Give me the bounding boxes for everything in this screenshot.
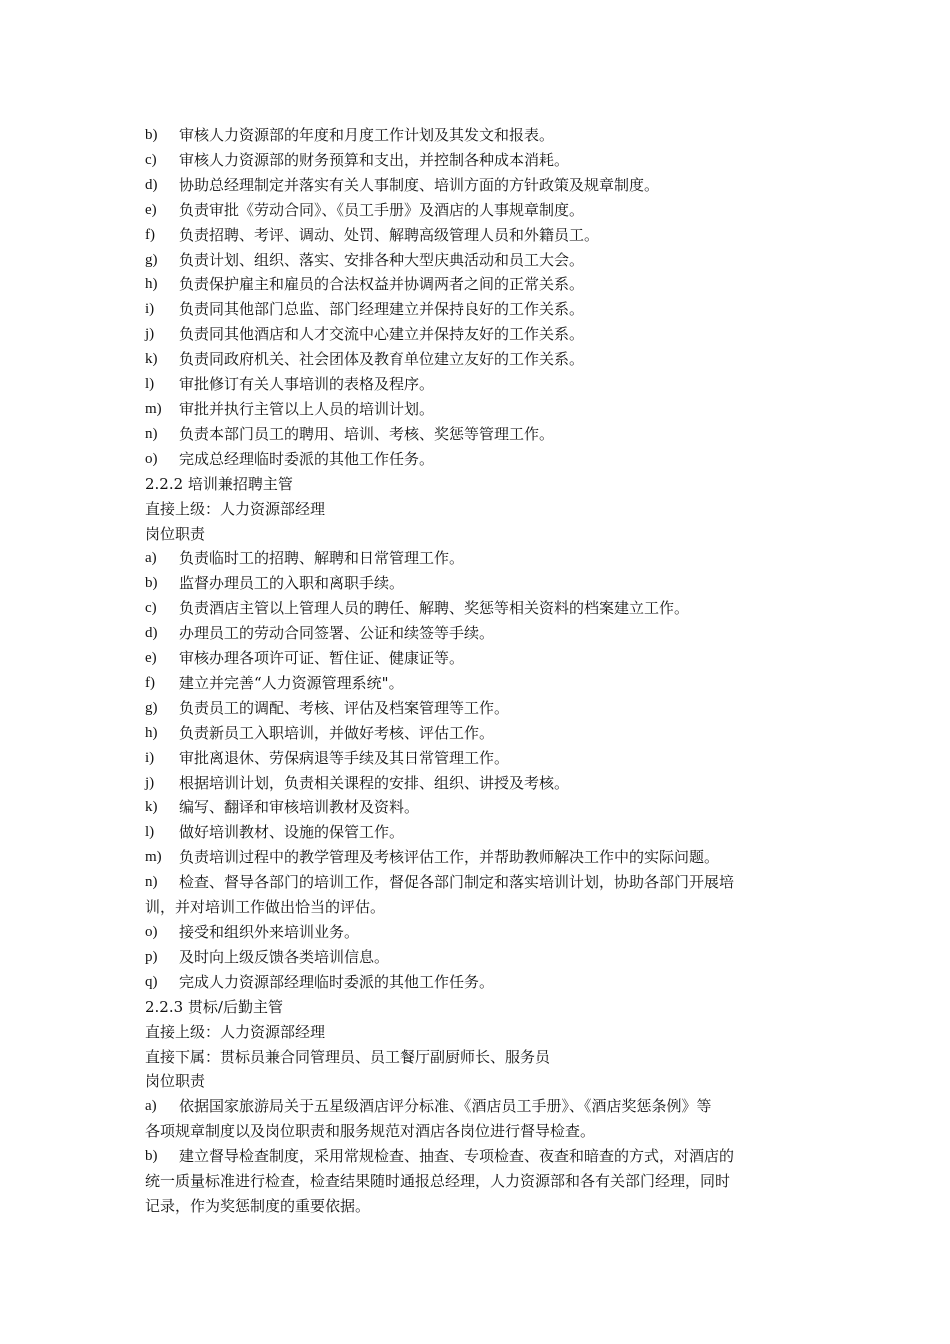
item-text: 负责临时工的招聘、解聘和日常管理工作。 — [179, 549, 465, 568]
item-label: g) — [145, 251, 158, 268]
item-text: 负责本部门员工的聘用、培训、考核、奖惩等管理工作。 — [179, 424, 555, 443]
list-item — [145, 696, 810, 721]
item-label: d) — [145, 176, 158, 193]
item-label: p) — [145, 948, 158, 965]
item-label: h) — [145, 724, 158, 741]
item-text: 负责培训过程中的教学管理及考核评估工作，并帮助教师解决工作中的实际问题。 — [179, 848, 720, 867]
list-item — [145, 671, 810, 696]
item-text: 检查、督导各部门的培训工作，督促各部门制定和落实培训计划，协助各部门开展培 — [179, 873, 735, 892]
list-item — [145, 546, 810, 571]
item-text: 审批修订有关人事培训的表格及程序。 — [179, 375, 435, 394]
item-text: 负责新员工入职培训，并做好考核、评估工作。 — [179, 723, 495, 742]
item-continuation: 各项规章制度以及岗位职责和服务规范对酒店各岗位进行督导检查。 — [145, 1122, 596, 1141]
item-label: e) — [145, 650, 157, 667]
list-item — [145, 945, 810, 970]
item-text: 审批并执行主管以上人员的培训计划。 — [179, 399, 435, 418]
item-label: c) — [145, 151, 157, 168]
list-item — [145, 422, 810, 447]
item-label: n) — [145, 874, 158, 891]
logistics-supervisor-duties-list — [145, 1094, 810, 1219]
training-supervisor-duties-list — [145, 546, 810, 994]
list-item — [145, 397, 810, 422]
item-label: b) — [145, 127, 158, 143]
item-continuation: 训，并对培训工作做出恰当的评估。 — [145, 898, 386, 917]
list-item — [145, 920, 810, 945]
hr-manager-duties-list — [145, 123, 810, 472]
item-text: 审核办理各项许可证、暂住证、健康证等。 — [179, 649, 465, 668]
item-label: i) — [145, 749, 155, 766]
item-text: 及时向上级反馈各类培训信息。 — [179, 947, 390, 966]
list-item — [145, 372, 810, 397]
item-text: 完成总经理临时委派的其他工作任务。 — [179, 449, 435, 468]
item-label: m) — [145, 400, 162, 417]
list-item — [145, 173, 810, 198]
item-text: 负责保护雇主和雇员的合法权益并协调两者之间的正常关系。 — [179, 275, 585, 294]
item-text: 负责员工的调配、考核、评估及档案管理等工作。 — [179, 698, 510, 717]
list-item — [145, 1094, 810, 1119]
item-text: 监督办理员工的入职和离职手续。 — [179, 574, 405, 593]
item-label: n) — [145, 425, 158, 442]
item-text: 负责酒店主管以上管理人员的聘任、解聘、奖惩等相关资料的档案建立工作。 — [179, 599, 690, 618]
item-label: f) — [145, 674, 155, 691]
item-text: 完成人力资源部经理临时委派的其他工作任务。 — [179, 972, 495, 991]
item-label: d) — [145, 625, 158, 642]
item-label: c) — [145, 600, 157, 617]
list-item — [145, 795, 810, 820]
item-text: 负责计划、组织、落实、安排各种大型庆典活动和员工大会。 — [179, 250, 585, 269]
item-label: b) — [145, 1148, 158, 1165]
list-item — [145, 845, 810, 870]
item-label: i) — [145, 301, 155, 318]
list-item — [145, 347, 810, 372]
item-text: 接受和组织外来培训业务。 — [179, 923, 360, 941]
list-item — [145, 870, 810, 895]
direct-subordinates: 直接下属：贯标员兼合同管理员、员工餐厅副厨师长、服务员 — [145, 1047, 551, 1066]
item-label: q) — [145, 973, 158, 990]
item-text: 办理员工的劳动合同签署、公证和续签等手续。 — [179, 624, 495, 643]
duties-title: 岗位职责 — [145, 524, 206, 543]
document-page — [145, 123, 810, 1219]
item-text: 建立督导检查制度，采用常规检查、抽查、专项检查、夜查和暗查的方式，对酒店的 — [179, 1147, 735, 1166]
item-label: e) — [145, 201, 157, 218]
item-label: a) — [145, 550, 157, 567]
item-label: a) — [145, 1098, 157, 1115]
item-text: 审核人力资源部的财务预算和支出，并控制各种成本消耗。 — [179, 150, 570, 169]
item-text: 负责审批《劳动合同》、《员工手册》及酒店的人事规章制度。 — [179, 200, 585, 219]
item-label: m) — [145, 849, 162, 866]
item-label: b) — [145, 575, 158, 592]
list-item — [145, 223, 810, 248]
duties-title: 岗位职责 — [145, 1072, 206, 1091]
item-continuation: 记录，作为奖惩制度的重要依据。 — [145, 1196, 371, 1215]
list-item — [145, 198, 810, 223]
item-label: o) — [145, 450, 158, 467]
item-continuation: 统一质量标准进行检查，检查结果随时通报总经理，人力资源部和各有关部门经理，同时 — [145, 1172, 731, 1191]
item-text: 负责招聘、考评、调动、处罚、解聘高级管理人员和外籍员工。 — [179, 225, 600, 244]
list-item — [145, 1144, 810, 1169]
item-text: 做好培训教材、设施的保管工作。 — [179, 823, 405, 842]
list-item — [145, 596, 810, 621]
list-item — [145, 322, 810, 347]
direct-superior: 直接上级：人力资源部经理 — [145, 1022, 326, 1041]
item-label: j) — [145, 326, 155, 343]
list-item — [145, 123, 810, 148]
section-heading: 2.2.2 培训兼招聘主管 — [145, 474, 293, 493]
list-item — [145, 646, 810, 671]
list-item — [145, 970, 810, 995]
item-text: 依据国家旅游局关于五星级酒店评分标准、《酒店员工手册》、《酒店奖惩条例》等 — [179, 1097, 712, 1116]
item-label: o) — [145, 924, 158, 940]
list-item — [145, 746, 810, 771]
list-item — [145, 721, 810, 746]
item-text: 负责同其他酒店和人才交流中心建立并保持友好的工作关系。 — [179, 325, 585, 344]
list-item — [145, 148, 810, 173]
item-label: l) — [145, 824, 155, 841]
list-item — [145, 447, 810, 472]
item-text: 协助总经理制定并落实有关人事制度、培训方面的方针政策及规章制度。 — [179, 175, 660, 194]
item-label: l) — [145, 376, 155, 393]
list-item — [145, 571, 810, 596]
item-label: k) — [145, 351, 158, 368]
item-text: 审核人力资源部的年度和月度工作计划及其发文和报表。 — [179, 126, 555, 144]
list-item — [145, 248, 810, 273]
list-item — [145, 297, 810, 322]
list-item — [145, 272, 810, 297]
item-text: 根据培训计划，负责相关课程的安排、组织、讲授及考核。 — [179, 773, 570, 792]
item-label: g) — [145, 699, 158, 716]
item-text: 负责同政府机关、社会团体及教育单位建立友好的工作关系。 — [179, 350, 585, 369]
item-text: 负责同其他部门总监、部门经理建立并保持良好的工作关系。 — [179, 300, 585, 319]
item-label: f) — [145, 226, 155, 243]
list-item — [145, 771, 810, 796]
direct-superior: 直接上级：人力资源部经理 — [145, 499, 326, 518]
section-heading: 2.2.3 贯标/后勤主管 — [145, 997, 283, 1016]
item-text: 编写、翻译和审核培训教材及资料。 — [179, 798, 420, 817]
item-label: k) — [145, 799, 158, 816]
item-text: 建立并完善“人力资源管理系统"。 — [179, 673, 404, 692]
list-item — [145, 621, 810, 646]
item-text: 审批离退休、劳保病退等手续及其日常管理工作。 — [179, 748, 510, 767]
item-label: h) — [145, 276, 158, 293]
item-label: j) — [145, 774, 155, 791]
list-item — [145, 820, 810, 845]
